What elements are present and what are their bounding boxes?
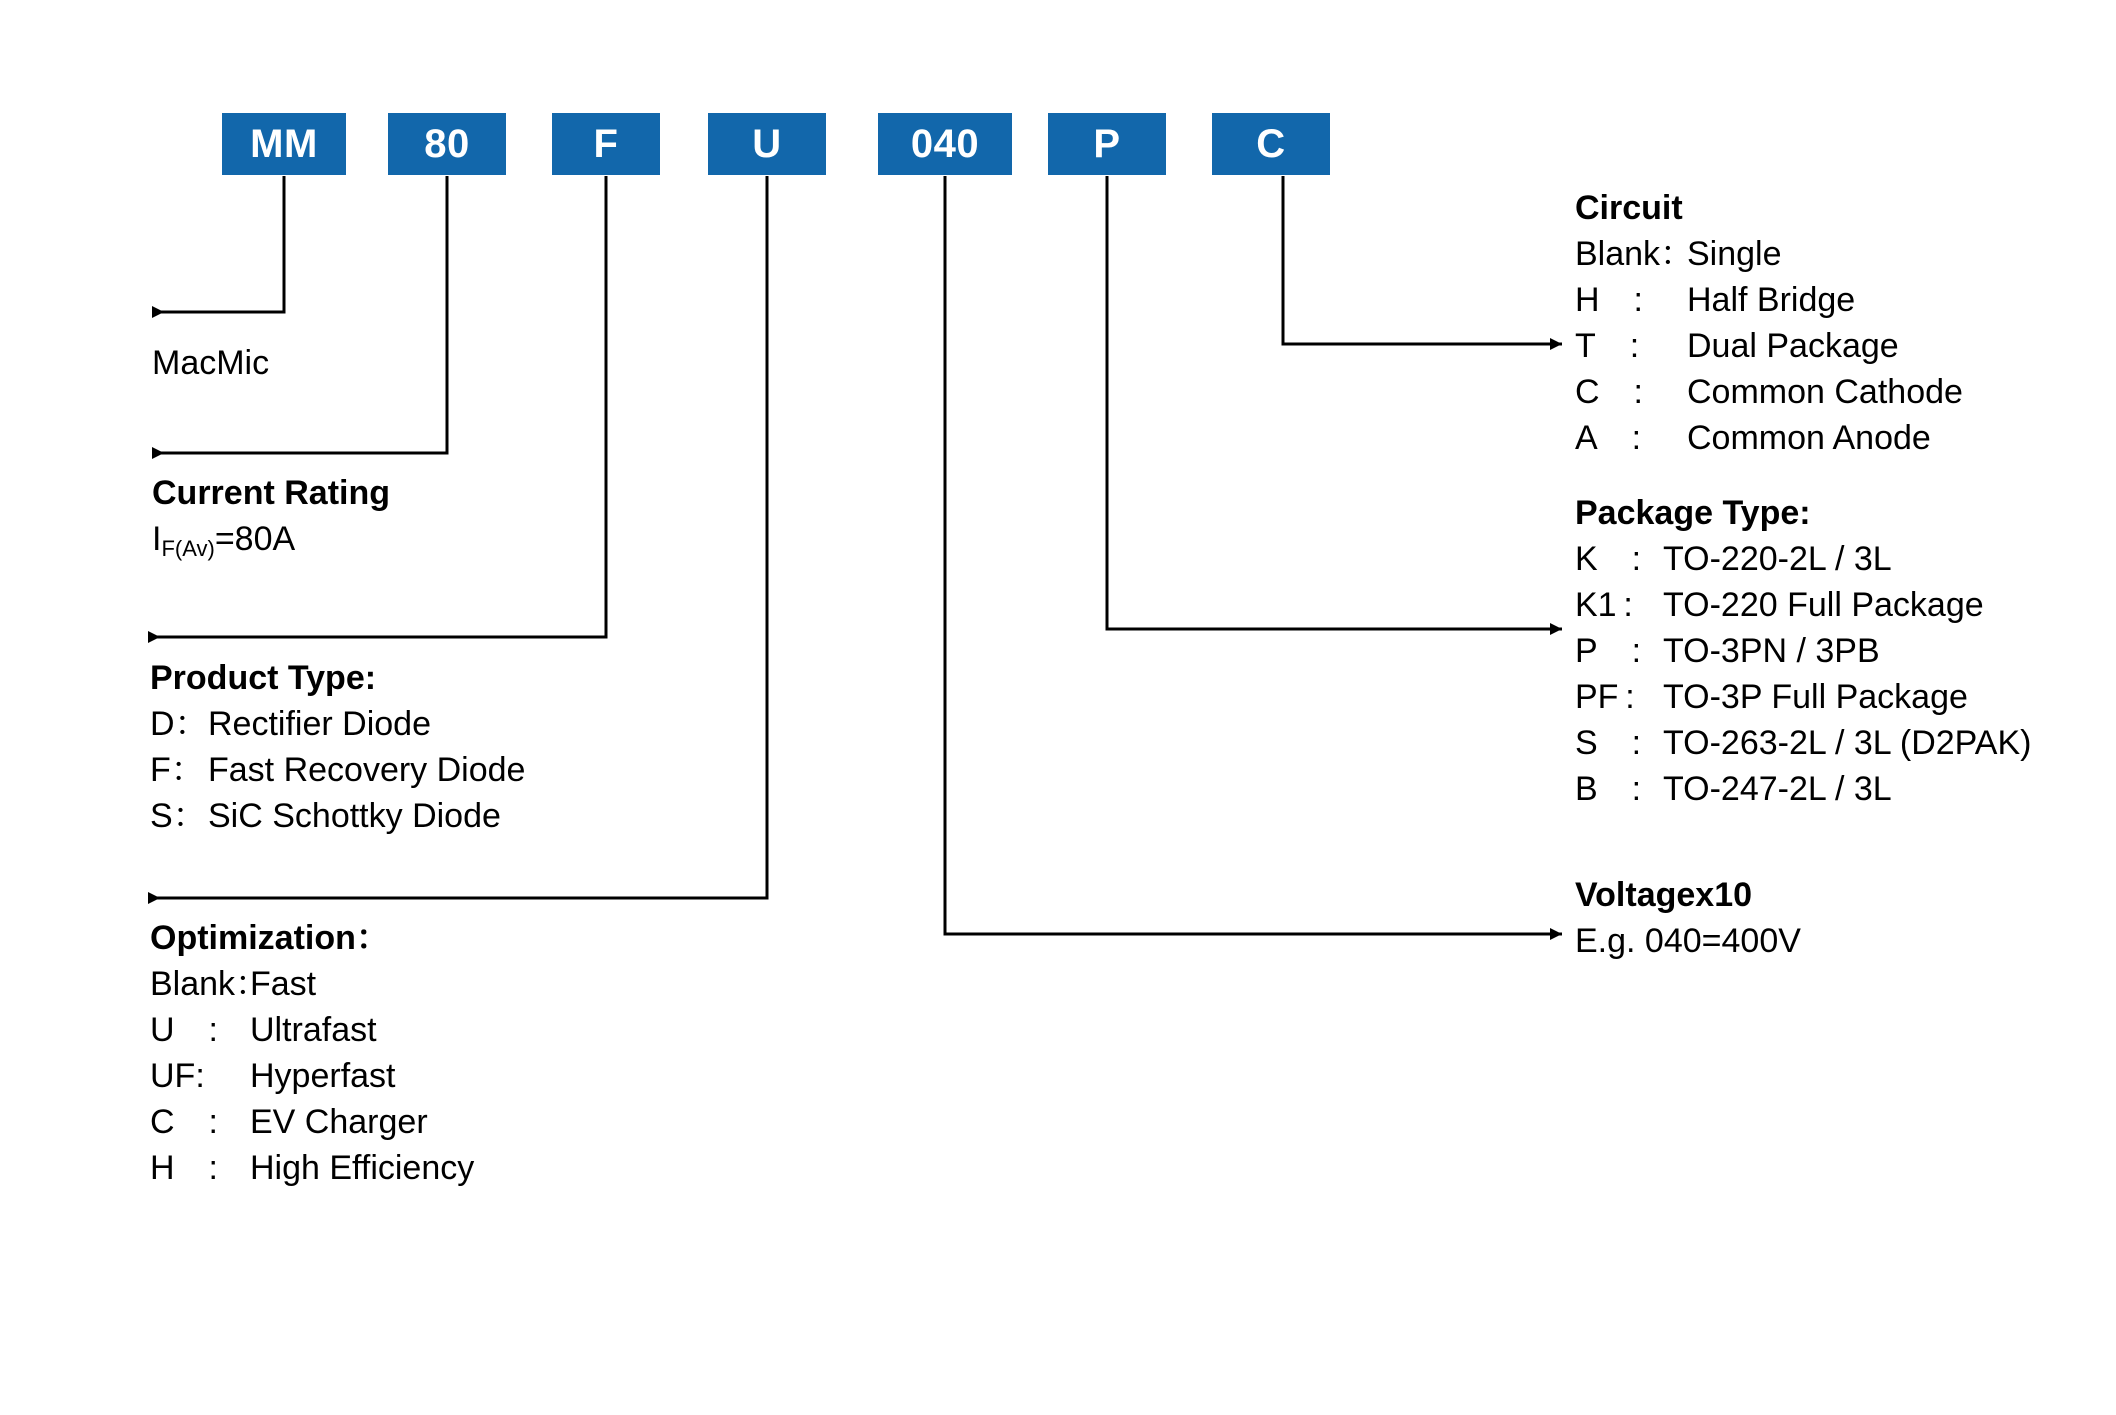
code-segment-package: P [1048, 113, 1166, 175]
optimization-key-uf: UF: [150, 1057, 205, 1095]
brand-text: MacMic [152, 344, 270, 382]
label-brand [152, 340, 269, 386]
package-type-text-k1: TO-220 Full Package [1663, 586, 1984, 624]
current-rating-amount: =80A [214, 520, 296, 558]
list-item [1575, 720, 2032, 766]
circuit-key-blank: Blank： [1575, 235, 1695, 273]
label-package-type [1575, 490, 2032, 812]
circuit-text-a: Common Anode [1687, 419, 1931, 457]
product-type-text-s: SiC Schottky Diode [208, 797, 501, 835]
package-type-text-pf: TO-3P Full Package [1663, 678, 1968, 716]
product-type-key-s: S： [150, 797, 207, 835]
package-type-text-k: TO-220-2L / 3L [1663, 540, 1892, 578]
product-type-heading: Product Type: [150, 659, 377, 697]
optimization-key-blank: Blank： [150, 965, 270, 1003]
code-segment-mm: MM [222, 113, 346, 175]
list-item [1575, 369, 1963, 415]
optimization-key-c: C : [150, 1103, 218, 1141]
package-type-key-k1: K1 : [1575, 586, 1633, 624]
list-item [150, 1145, 474, 1191]
list-item [150, 1053, 474, 1099]
package-type-text-p: TO-3PN / 3PB [1663, 632, 1880, 670]
optimization-key-h: H : [150, 1149, 218, 1187]
voltage-example: E.g. 040=400V [1575, 922, 1801, 960]
list-item [150, 747, 525, 793]
code-segment-product-type: F [552, 113, 660, 175]
list-item [1575, 415, 1963, 461]
package-type-key-b: B : [1575, 770, 1642, 808]
package-type-heading: Package Type: [1575, 494, 1811, 532]
current-rating-subscript: F(Av) [161, 536, 215, 561]
circuit-text-t: Dual Package [1687, 327, 1899, 365]
package-type-key-k: K : [1575, 540, 1642, 578]
optimization-text-h: High Efficiency [250, 1149, 475, 1187]
circuit-key-c: C : [1575, 373, 1643, 411]
list-item [1575, 536, 2032, 582]
product-type-text-f: Fast Recovery Diode [208, 751, 526, 789]
code-segment-current: 80 [388, 113, 506, 175]
current-rating-heading: Current Rating [152, 474, 390, 512]
list-item [1575, 277, 1963, 323]
list-item [150, 1007, 474, 1053]
list-item [150, 961, 474, 1007]
circuit-key-t: T : [1575, 327, 1640, 365]
list-item [150, 1099, 474, 1145]
label-optimization [150, 915, 474, 1191]
current-rating-symbol: I [152, 520, 162, 558]
code-segment-optimization: U [708, 113, 826, 175]
label-voltage [1575, 872, 1801, 964]
code-segment-circuit: C [1212, 113, 1330, 175]
list-item [1575, 323, 1963, 369]
optimization-text-uf: Hyperfast [250, 1057, 396, 1095]
list-item [1575, 766, 2032, 812]
list-item [150, 701, 525, 747]
package-type-key-pf: PF : [1575, 678, 1635, 716]
optimization-key-u: U : [150, 1011, 218, 1049]
product-type-key-d: D： [150, 705, 209, 743]
list-item [1575, 674, 2032, 720]
circuit-heading: Circuit [1575, 189, 1683, 227]
circuit-text-c: Common Cathode [1687, 373, 1963, 411]
package-type-key-p: P : [1575, 632, 1642, 670]
product-type-key-f: F： [150, 751, 205, 789]
list-item [1575, 582, 2032, 628]
current-rating-value [152, 516, 390, 572]
list-item [150, 793, 525, 839]
package-type-text-s: TO-263-2L / 3L (D2PAK) [1663, 724, 2032, 762]
package-type-text-b: TO-247-2L / 3L [1663, 770, 1892, 808]
list-item [1575, 628, 2032, 674]
voltage-heading: Voltagex10 [1575, 876, 1753, 914]
optimization-text-blank: Fast [250, 965, 317, 1003]
circuit-text-blank: Single [1687, 235, 1782, 273]
circuit-key-h: H : [1575, 281, 1643, 319]
list-item [1575, 231, 1963, 277]
package-type-key-s: S : [1575, 724, 1642, 762]
label-circuit [1575, 185, 1963, 461]
optimization-text-c: EV Charger [250, 1103, 428, 1141]
label-current-rating [152, 470, 390, 572]
code-segment-voltage: 040 [878, 113, 1012, 175]
optimization-text-u: Ultrafast [250, 1011, 377, 1049]
optimization-heading: Optimization： [150, 919, 390, 957]
label-product-type [150, 655, 525, 839]
product-type-text-d: Rectifier Diode [208, 705, 431, 743]
circuit-text-h: Half Bridge [1687, 281, 1856, 319]
circuit-key-a: A : [1575, 419, 1642, 457]
